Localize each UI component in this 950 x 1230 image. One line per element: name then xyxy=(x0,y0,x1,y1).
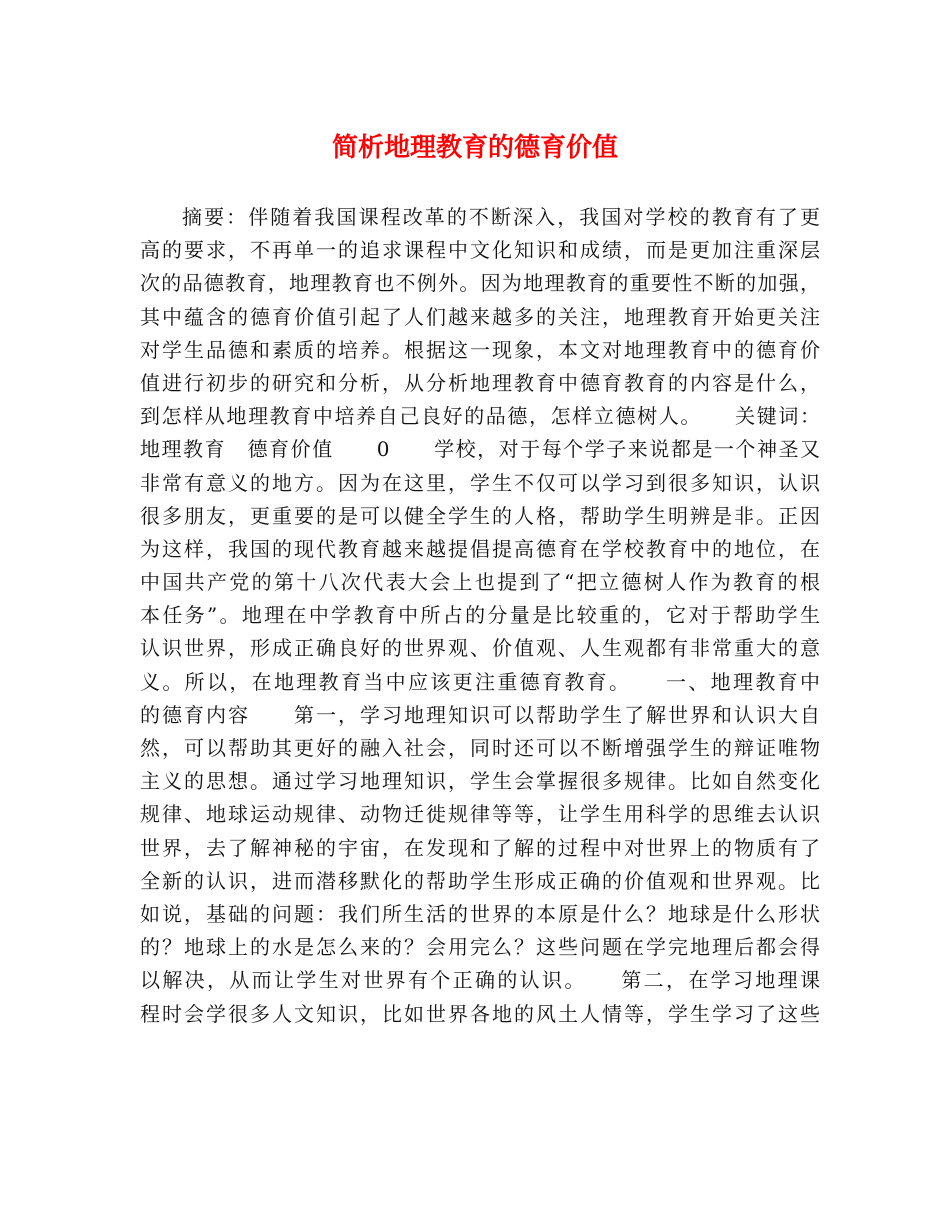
document-title: 简析地理教育的德育价值 xyxy=(331,133,618,163)
body-line: 然，可以帮助其更好的融入社会，同时还可以不断增强学生的辩证唯物 xyxy=(140,736,820,760)
body-line: 的？地球上的水是怎么来的？会用完么？这些问题在学完地理后都会得 xyxy=(140,935,820,960)
body-line: 到怎样从地理教育中培养自己良好的品德，怎样立德树人。 关键词： xyxy=(140,404,820,429)
body-line: 值进行初步的研究和分析，从分析地理教育中德育教育的内容是什么， xyxy=(140,370,820,395)
body-line: 如说，基础的问题：我们所生活的世界的本原是什么？地球是什么形状 xyxy=(140,901,820,926)
body-line: 高的要求，不再单一的追求课程中文化知识和成绩，而是更加注重深层 xyxy=(140,238,820,263)
body-line: 摘要：伴随着我国课程改革的不断深入，我国对学校的教育有了更 xyxy=(182,205,820,229)
body-line: 义。所以，在地理教育当中应该更注重德育教育。 一、地理教育中 xyxy=(140,669,820,694)
body-line: 的德育内容 第一，学习地理知识可以帮助学生了解世界和认识大自 xyxy=(140,702,820,727)
body-line: 很多朋友，更重要的是可以健全学生的人格，帮助学生明辨是非。正因 xyxy=(140,503,820,528)
body-line: 程时会学很多人文知识，比如世界各地的风土人情等，学生学习了这些 xyxy=(140,1001,820,1026)
body-line: 中国共产党的第十八次代表大会上也提到了“把立德树人作为教育的根 xyxy=(140,570,820,595)
body-line: 以解决，从而让学生对世界有个正确的认识。 第二，在学习地理课 xyxy=(140,968,820,993)
body-line: 对学生品德和素质的培养。根据这一现象，本文对地理教育中的德育价 xyxy=(140,337,820,362)
body-line: 全新的认识，进而潜移默化的帮助学生形成正确的价值观和世界观。比 xyxy=(140,868,820,893)
body-line: 非常有意义的地方。因为在这里，学生不仅可以学习到很多知识，认识 xyxy=(140,470,820,495)
body-line: 认识世界，形成正确良好的世界观、价值观、人生观都有非常重大的意 xyxy=(140,636,820,661)
body-line: 本任务”。地理在中学教育中所占的分量是比较重的，它对于帮助学生 xyxy=(140,603,820,628)
body-line: 规律、地球运动规律、动物迁徙规律等等，让学生用科学的思维去认识 xyxy=(140,802,820,827)
body-line: 其中蕴含的德育价值引起了人们越来越多的关注，地理教育开始更关注 xyxy=(140,304,820,329)
body-line: 为这样，我国的现代教育越来越提倡提高德育在学校教育中的地位，在 xyxy=(140,536,820,561)
body-line: 地理教育 德育价值 0 学校，对于每个学子来说都是一个神圣又 xyxy=(140,437,820,462)
body-line: 主义的思想。通过学习地理知识，学生会掌握很多规律。比如自然变化 xyxy=(140,769,820,794)
body-line: 世界，去了解神秘的宇宙，在发现和了解的过程中对世界上的物质有了 xyxy=(140,835,820,860)
document-body xyxy=(140,201,820,1031)
body-line: 次的品德教育，地理教育也不例外。因为地理教育的重要性不断的加强， xyxy=(140,271,820,296)
